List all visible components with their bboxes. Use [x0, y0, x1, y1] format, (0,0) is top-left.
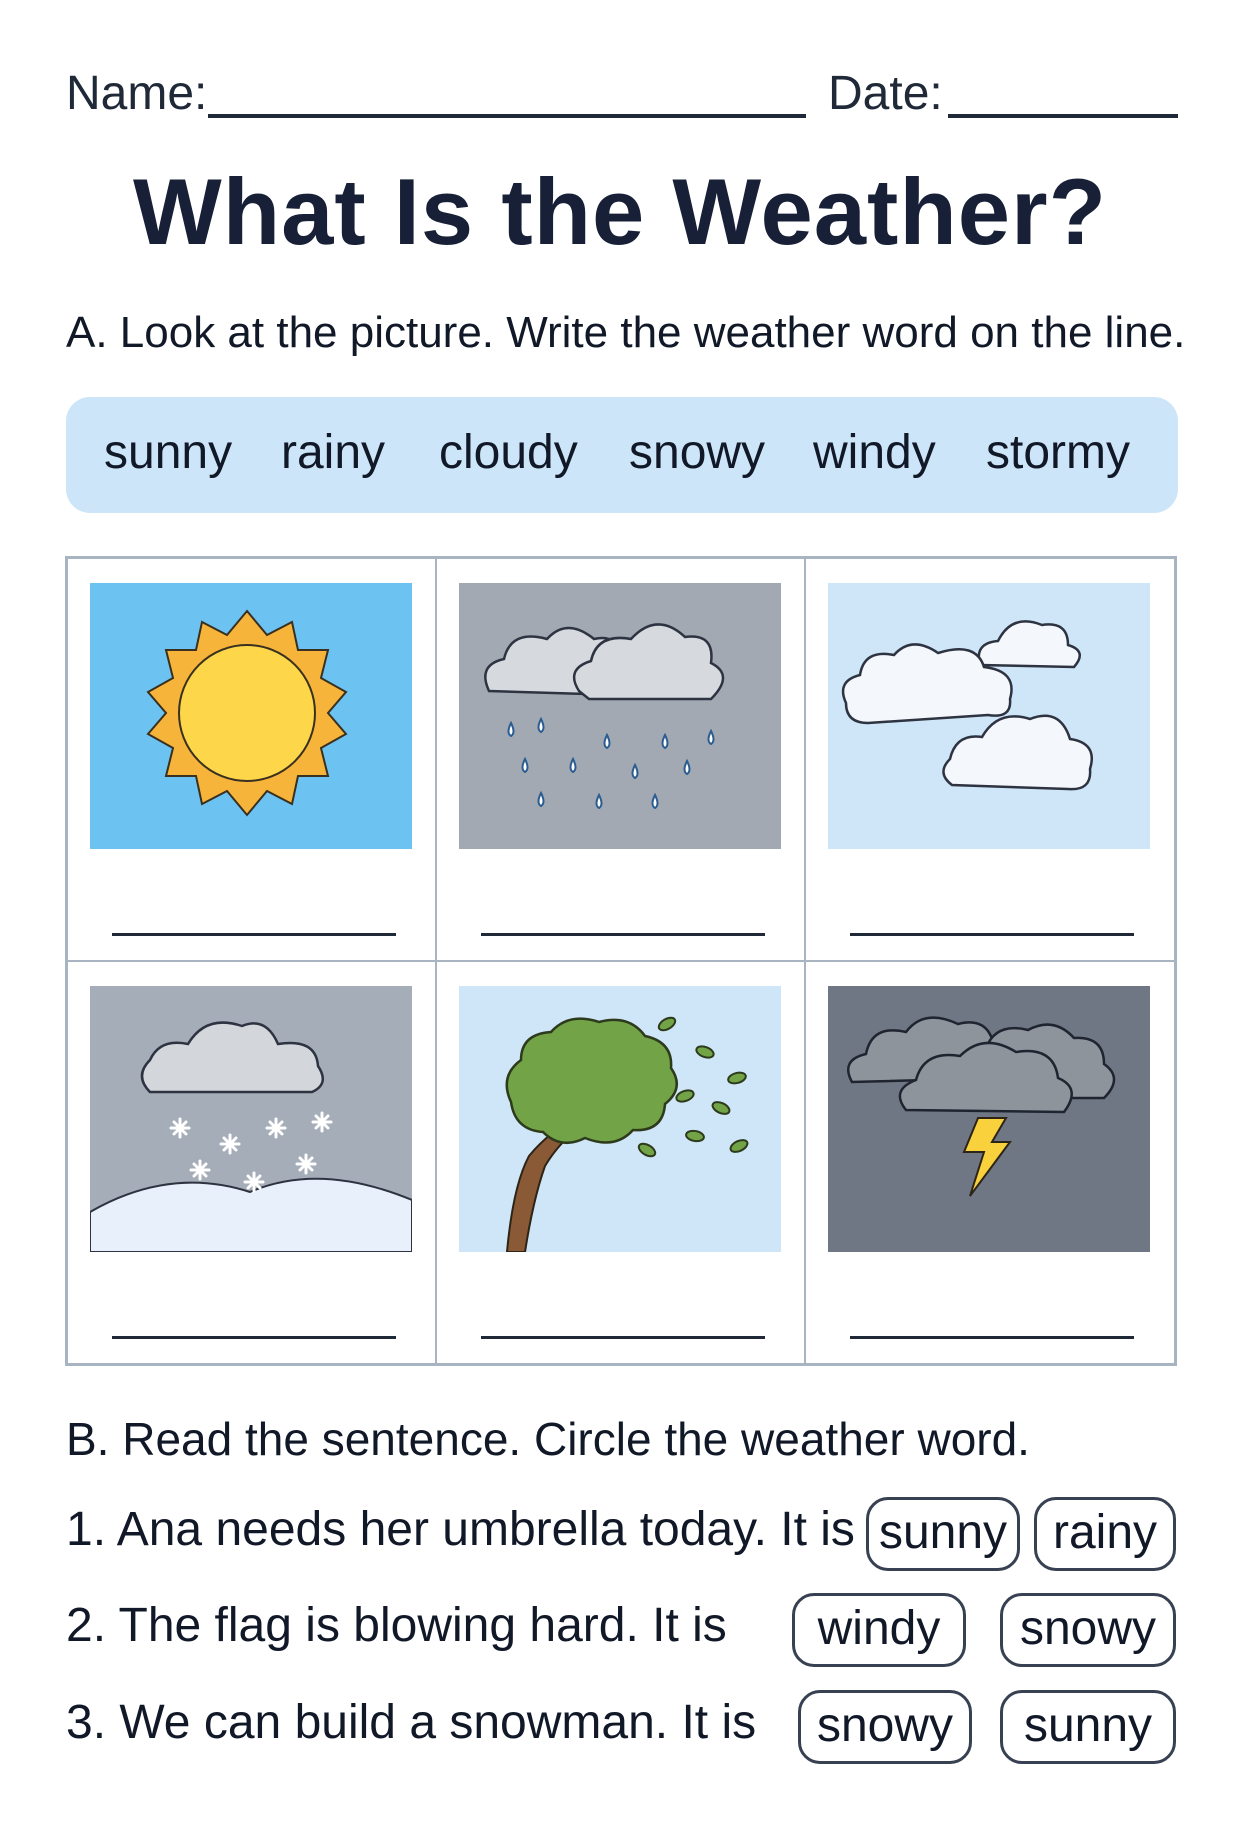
- choice-bubble[interactable]: snowy: [798, 1690, 972, 1764]
- picture-cell: [437, 962, 806, 1365]
- word-bank-word: cloudy: [439, 426, 578, 479]
- page-title: What Is the Weather?: [132, 159, 1108, 264]
- word-bank-word: rainy: [281, 426, 386, 479]
- section-a-instruction: A. Look at the picture. Write the weather word on the line.: [66, 308, 1186, 357]
- picture-cell: [68, 559, 437, 962]
- section-b-instruction: B. Read the sentence. Circle the weather word.: [66, 1413, 1030, 1465]
- word-bank-word: stormy: [986, 426, 1130, 479]
- storm-icon: [828, 986, 1150, 1252]
- rain-cloud-icon: [459, 583, 781, 849]
- word-bank-word: windy: [813, 426, 936, 479]
- picture-grid: [65, 556, 1177, 1366]
- sentence-3: 3. We can build a snowman. It is: [66, 1696, 757, 1749]
- answer-line[interactable]: [850, 933, 1134, 936]
- choice-bubble[interactable]: sunny: [866, 1497, 1020, 1571]
- windy-tree-icon: [459, 986, 781, 1252]
- answer-line[interactable]: [481, 1336, 765, 1339]
- choice-bubble[interactable]: snowy: [1000, 1593, 1176, 1667]
- word-bank-word: sunny: [104, 426, 233, 479]
- choice-bubble[interactable]: windy: [792, 1593, 966, 1667]
- answer-line[interactable]: [481, 933, 765, 936]
- answer-line[interactable]: [112, 933, 396, 936]
- picture-cell: [437, 559, 806, 962]
- sentence-1: 1. Ana needs her umbrella today. It is: [66, 1503, 855, 1556]
- name-label: Name:: [66, 67, 208, 120]
- sentence-2: 2. The flag is blowing hard. It is: [66, 1599, 727, 1652]
- choice-bubble[interactable]: rainy: [1034, 1497, 1176, 1571]
- answer-line[interactable]: [112, 1336, 396, 1339]
- word-bank: [66, 397, 1178, 513]
- date-label: Date:: [828, 67, 943, 120]
- word-bank-word: snowy: [629, 426, 766, 479]
- picture-cell: [806, 962, 1175, 1365]
- picture-cell: [68, 962, 437, 1365]
- header-row: [66, 62, 1174, 132]
- name-line[interactable]: [208, 114, 806, 118]
- sun-icon: [90, 583, 412, 849]
- snow-icon: [90, 986, 412, 1252]
- choice-bubble[interactable]: sunny: [1000, 1690, 1176, 1764]
- clouds-icon: [828, 583, 1150, 849]
- picture-cell: [806, 559, 1175, 962]
- answer-line[interactable]: [850, 1336, 1134, 1339]
- date-line[interactable]: [948, 114, 1178, 118]
